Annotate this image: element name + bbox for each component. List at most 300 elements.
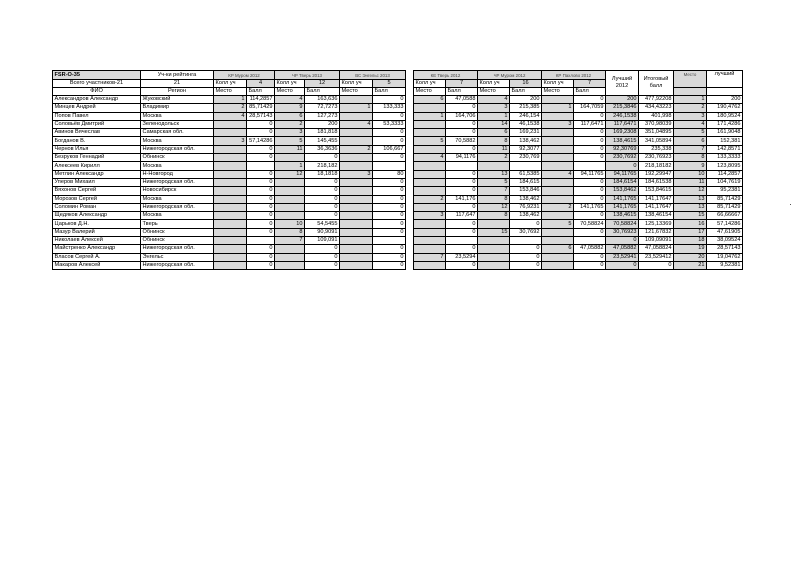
best-score: 0: [606, 261, 639, 269]
stage-score: 200: [305, 120, 340, 128]
stage-score: 0: [247, 253, 275, 261]
final-place: 13: [674, 195, 707, 203]
stage-place: 5: [542, 220, 574, 228]
stage-score: 218,182: [305, 162, 340, 170]
place-header: Место: [674, 71, 707, 88]
best-score: 70,58824: [606, 220, 639, 228]
stage-score: 141,1765: [574, 203, 606, 211]
stage-score: 163,636: [305, 96, 340, 104]
stage-place: [275, 195, 305, 203]
stage-place: [542, 137, 574, 145]
stage-place: [542, 187, 574, 195]
stage-score: 0: [574, 145, 606, 153]
stage-place: 12: [275, 170, 305, 178]
final-score: 401,998: [639, 112, 674, 120]
stage-score: 36,3636: [305, 145, 340, 153]
final-score: 138,46154: [639, 212, 674, 220]
final-score: 192,29947: [639, 170, 674, 178]
participant-region: Обнинск: [141, 237, 214, 245]
count-label: Колл уч: [542, 80, 574, 88]
stage-score: 0: [574, 129, 606, 137]
participant-name: Царьков Д.Н.: [53, 220, 141, 228]
stage-score: [247, 237, 275, 245]
participant-region: Нижегородская обл.: [141, 261, 214, 269]
stage-score: 0: [247, 178, 275, 186]
stage-score: 0: [446, 245, 478, 253]
stage-score: [510, 162, 542, 170]
stage-score: 0: [574, 261, 606, 269]
best-header: Лучший 2012: [606, 71, 639, 96]
stage-place: 10: [275, 220, 305, 228]
best-score: 169,2308: [606, 129, 639, 137]
stage-title: КЕ Тверь 2012: [414, 71, 478, 80]
stage-score: 0: [574, 178, 606, 186]
column-gap: [406, 104, 414, 112]
column-gap: [406, 162, 414, 170]
rating-label: Уч-ки рейтинга: [141, 71, 214, 80]
stage-score: [247, 162, 275, 170]
stage-place: [340, 137, 373, 145]
stage-score: 0: [574, 253, 606, 261]
stage-place: [542, 261, 574, 269]
ball-label: Балл: [446, 88, 478, 96]
extra-header-cell: [707, 88, 743, 96]
participant-name: Богданов В.: [53, 137, 141, 145]
stage-place: 4: [214, 112, 247, 120]
table-row: [53, 170, 743, 178]
stage-place: [214, 145, 247, 153]
count-label: Колл уч: [275, 80, 305, 88]
column-gap: [406, 237, 414, 245]
stage-count: 7: [574, 80, 606, 88]
final-place: 18: [674, 237, 707, 245]
stage-score: 94,11765: [574, 170, 606, 178]
stage-score: 133,333: [373, 104, 406, 112]
stage-place: 2: [414, 195, 446, 203]
stage-score: 200: [510, 96, 542, 104]
ball-label: Балл: [247, 88, 275, 96]
stage-title: КР Муром 2012: [214, 71, 275, 80]
stage-place: 3: [478, 104, 510, 112]
column-gap: [406, 178, 414, 186]
stage-score: 0: [373, 212, 406, 220]
stage-place: [414, 120, 446, 128]
stage-score: 0: [305, 195, 340, 203]
final-score: 235,338: [639, 145, 674, 153]
count-label: Колл уч: [340, 80, 373, 88]
stage-score: 0: [574, 96, 606, 104]
stage-score: [446, 237, 478, 245]
participant-region: Нижегородская обл.: [141, 203, 214, 211]
stage-score: 0: [510, 253, 542, 261]
stage-place: [414, 162, 446, 170]
participant-name: Безруков Геннадий: [53, 154, 141, 162]
best-score: 23,52941: [606, 253, 639, 261]
stage-score: 0: [574, 137, 606, 145]
extra-score: 57,14286: [707, 220, 743, 228]
stage-place: [414, 237, 446, 245]
stage-score: 230,769: [510, 154, 542, 162]
mesto-label: Место: [340, 88, 373, 96]
column-gap: [406, 96, 414, 104]
stage-score: 0: [510, 245, 542, 253]
best-score: 141,1765: [606, 195, 639, 203]
participant-region: Москва: [141, 162, 214, 170]
stage-score: 141,176: [446, 195, 478, 203]
participant-region: Новосибирск: [141, 187, 214, 195]
stage-score: 54,5455: [305, 220, 340, 228]
stage-score: 0: [247, 261, 275, 269]
stage-count: 5: [373, 80, 406, 88]
stage-place: [214, 261, 247, 269]
final-header: Итоговый балл: [639, 71, 674, 96]
stage-score: 0: [574, 212, 606, 220]
final-score: 141,17647: [639, 203, 674, 211]
stage-place: 4: [275, 96, 305, 104]
participant-name: Щедяков Александр: [53, 212, 141, 220]
stage-score: 215,385: [510, 104, 542, 112]
final-score: 121,67832: [639, 228, 674, 236]
stage-place: 8: [275, 228, 305, 236]
stage-place: 9: [275, 104, 305, 112]
table-row: [53, 137, 743, 145]
final-place: 19: [674, 245, 707, 253]
stage-place: [542, 96, 574, 104]
stage-place: 2: [340, 145, 373, 153]
stage-place: [414, 220, 446, 228]
column-gap: [406, 170, 414, 178]
column-gap: [406, 228, 414, 236]
stage-score: 92,3077: [510, 145, 542, 153]
final-score: 341,05894: [639, 137, 674, 145]
participant-region: Обнинск: [141, 228, 214, 236]
stage-score: 181,818: [305, 129, 340, 137]
stage-place: 8: [478, 212, 510, 220]
stage-score: 0: [446, 145, 478, 153]
stage-title: КР Пахлово 2012: [542, 71, 606, 80]
stage-place: 6: [478, 129, 510, 137]
column-gap: [406, 112, 414, 120]
stage-score: 0: [373, 245, 406, 253]
table-row: [53, 112, 743, 120]
column-gap: [406, 187, 414, 195]
extra-score: 161,9048: [707, 129, 743, 137]
table-row: [53, 129, 743, 137]
stage-place: 4: [414, 154, 446, 162]
stage-place: [340, 261, 373, 269]
best-score: 215,3846: [606, 104, 639, 112]
final-score: 184,61538: [639, 178, 674, 186]
best-score: 153,8462: [606, 187, 639, 195]
stage-place: [478, 261, 510, 269]
stage-place: [275, 261, 305, 269]
stage-place: [214, 154, 247, 162]
stage-place: 11: [275, 145, 305, 153]
stage-place: 1: [214, 96, 247, 104]
stage-score: [446, 162, 478, 170]
final-place: 9: [674, 162, 707, 170]
stage-place: 14: [478, 120, 510, 128]
stage-place: 3: [214, 137, 247, 145]
stage-place: 4: [340, 120, 373, 128]
stage-score: 164,706: [446, 112, 478, 120]
final-place: 21: [674, 261, 707, 269]
stage-place: [542, 212, 574, 220]
column-gap: [406, 253, 414, 261]
stage-score: 0: [305, 178, 340, 186]
stage-score: 0: [247, 212, 275, 220]
stage-score: 0: [574, 112, 606, 120]
final-score: 218,18182: [639, 162, 674, 170]
stage-place: [414, 203, 446, 211]
stage-place: 12: [478, 203, 510, 211]
extra-score: 171,4286: [707, 120, 743, 128]
stage-score: 0: [373, 220, 406, 228]
stage-place: [542, 195, 574, 203]
table-row: [53, 178, 743, 186]
stage-place: [214, 187, 247, 195]
extra-score: 85,71429: [707, 203, 743, 211]
participant-name: Минцев Андрей: [53, 104, 141, 112]
stage-place: [214, 129, 247, 137]
final-place: 5: [674, 129, 707, 137]
stage-score: 0: [247, 154, 275, 162]
final-place: 11: [674, 178, 707, 186]
participant-name: Морозов Сергей: [53, 195, 141, 203]
stage-score: 164,7059: [574, 104, 606, 112]
stage-score: 70,58824: [574, 220, 606, 228]
stage-score: 76,9231: [510, 203, 542, 211]
stage-score: 184,615: [510, 178, 542, 186]
final-score: 434,43223: [639, 104, 674, 112]
stage-score: 145,455: [305, 137, 340, 145]
final-place: 10: [674, 170, 707, 178]
place-header-cell: [674, 88, 707, 96]
stage-place: [340, 178, 373, 186]
stage-score: [373, 162, 406, 170]
stage-place: [214, 237, 247, 245]
final-place: 15: [674, 212, 707, 220]
participant-name: Чернов Илья: [53, 145, 141, 153]
participant-region: Москва: [141, 112, 214, 120]
stage-score: 0: [247, 129, 275, 137]
stage-place: [478, 253, 510, 261]
stage-place: [214, 212, 247, 220]
stage-score: 0: [373, 112, 406, 120]
column-gap: [406, 145, 414, 153]
stage-place: 4: [478, 96, 510, 104]
stage-place: 7: [275, 237, 305, 245]
stage-score: 0: [446, 104, 478, 112]
stage-score: 114,2857: [247, 96, 275, 104]
participant-region: Обнинск: [141, 154, 214, 162]
stage-count: 7: [446, 80, 478, 88]
stage-count: 16: [510, 80, 542, 88]
column-gap: [406, 195, 414, 203]
stage-place: [340, 203, 373, 211]
final-place: 3: [674, 112, 707, 120]
column-gap: [406, 120, 414, 128]
mesto-label: Место: [542, 88, 574, 96]
stage-score: [510, 237, 542, 245]
extra-score: 38,09524: [707, 237, 743, 245]
participant-name: Метлин Александр: [53, 170, 141, 178]
stage-place: [414, 228, 446, 236]
best-score: 94,11765: [606, 170, 639, 178]
stage-place: [414, 187, 446, 195]
participant-region: Москва: [141, 212, 214, 220]
stage-score: 53,3333: [373, 120, 406, 128]
ball-label: Балл: [574, 88, 606, 96]
stage-place: [414, 104, 446, 112]
column-gap: [406, 137, 414, 145]
stage-score: 0: [247, 203, 275, 211]
extra-score: 66,66667: [707, 212, 743, 220]
best-score: 92,30769: [606, 145, 639, 153]
best-score: 117,6471: [606, 120, 639, 128]
stage-place: [542, 253, 574, 261]
stage-score: 0: [373, 137, 406, 145]
stage-score: 0: [247, 187, 275, 195]
stage-score: 246,154: [510, 112, 542, 120]
stage-place: 6: [275, 112, 305, 120]
stage-place: [340, 96, 373, 104]
stage-place: [214, 120, 247, 128]
extra-score: 19,04762: [707, 253, 743, 261]
stage-score: 0: [446, 129, 478, 137]
stage-place: 2: [275, 120, 305, 128]
stage-score: 23,5294: [446, 253, 478, 261]
stage-score: 0: [446, 187, 478, 195]
best-score: 200: [606, 96, 639, 104]
participant-name: Николаев Алексей: [53, 237, 141, 245]
stage-score: 138,462: [510, 212, 542, 220]
extra-score: 28,57143: [707, 245, 743, 253]
stage-place: 4: [542, 170, 574, 178]
table-row: [53, 253, 743, 261]
table-row: [53, 228, 743, 236]
stage-place: [542, 178, 574, 186]
final-score: 125,13369: [639, 220, 674, 228]
stage-score: 0: [373, 195, 406, 203]
stage-score: 0: [373, 154, 406, 162]
participant-name: Соловьёв Дмитрий: [53, 120, 141, 128]
stage-score: 0: [247, 228, 275, 236]
fio-header: ФИО: [53, 88, 141, 96]
stage-score: 0: [373, 178, 406, 186]
final-score: 153,84615: [639, 187, 674, 195]
column-gap: [406, 261, 414, 269]
stage-score: 0: [373, 228, 406, 236]
stage-place: 1: [340, 104, 373, 112]
stage-score: 28,57143: [247, 112, 275, 120]
extra-score: 142,8571: [707, 145, 743, 153]
table-row: [53, 212, 743, 220]
extra-score: 95,2381: [707, 187, 743, 195]
stage-score: 0: [247, 120, 275, 128]
extra-score: 85,71429: [707, 195, 743, 203]
stage-place: 1: [478, 112, 510, 120]
stray-dot: [790, 204, 791, 205]
mesto-label: Место: [414, 88, 446, 96]
stage-place: [340, 245, 373, 253]
stage-place: [214, 178, 247, 186]
best-score: 47,05882: [606, 245, 639, 253]
stage-place: 2: [214, 104, 247, 112]
participant-region: Энгельс: [141, 253, 214, 261]
stage-score: 138,462: [510, 195, 542, 203]
best-score: 138,4615: [606, 137, 639, 145]
final-score: 47,058824: [639, 245, 674, 253]
stage-place: [478, 237, 510, 245]
final-place: 17: [674, 228, 707, 236]
extra-score: 180,9524: [707, 112, 743, 120]
stage-title: ВС Энгельс 2013: [340, 71, 406, 80]
stage-place: [275, 253, 305, 261]
final-place: 8: [674, 154, 707, 162]
participant-name: Попов Павел: [53, 112, 141, 120]
stage-count: 12: [305, 80, 340, 88]
participant-region: Жуковский: [141, 96, 214, 104]
stage-score: 0: [574, 228, 606, 236]
stage-score: 70,5882: [446, 137, 478, 145]
stage-place: [478, 220, 510, 228]
stage-place: 13: [478, 170, 510, 178]
stage-score: 46,1538: [510, 120, 542, 128]
stage-place: [340, 253, 373, 261]
stage-place: [340, 112, 373, 120]
stage-place: [340, 162, 373, 170]
stage-score: 0: [247, 195, 275, 203]
stage-place: [214, 253, 247, 261]
extra-score: 114,2857: [707, 170, 743, 178]
stage-place: [478, 162, 510, 170]
stage-score: 0: [305, 245, 340, 253]
stage-score: 0: [305, 154, 340, 162]
stage-score: 0: [446, 120, 478, 128]
stage-score: 169,231: [510, 129, 542, 137]
stage-place: 2: [542, 203, 574, 211]
final-score: 477,92208: [639, 96, 674, 104]
best-score: 0: [606, 162, 639, 170]
participant-name: Вяхонов Сергей: [53, 187, 141, 195]
stage-score: [373, 237, 406, 245]
stage-place: [340, 237, 373, 245]
participant-region: Владимир: [141, 104, 214, 112]
column-gap: [406, 245, 414, 253]
ball-label: Балл: [305, 88, 340, 96]
final-place: 13: [674, 203, 707, 211]
stage-count: 4: [247, 80, 275, 88]
stage-score: 0: [247, 145, 275, 153]
stage-place: [340, 212, 373, 220]
participant-name: Мазур Валерий: [53, 228, 141, 236]
stage-score: 0: [574, 195, 606, 203]
participant-region: Москва: [141, 137, 214, 145]
stage-score: 57,14286: [247, 137, 275, 145]
stage-place: [340, 129, 373, 137]
mesto-label: Место: [275, 88, 305, 96]
extra-score: 9,52381: [707, 261, 743, 269]
stage-score: 0: [247, 220, 275, 228]
stage-place: 1: [414, 112, 446, 120]
stage-score: 0: [247, 170, 275, 178]
stage-place: [214, 203, 247, 211]
stage-place: 8: [478, 195, 510, 203]
stage-place: [214, 162, 247, 170]
stage-score: 72,7273: [305, 104, 340, 112]
table-row: [53, 237, 743, 245]
